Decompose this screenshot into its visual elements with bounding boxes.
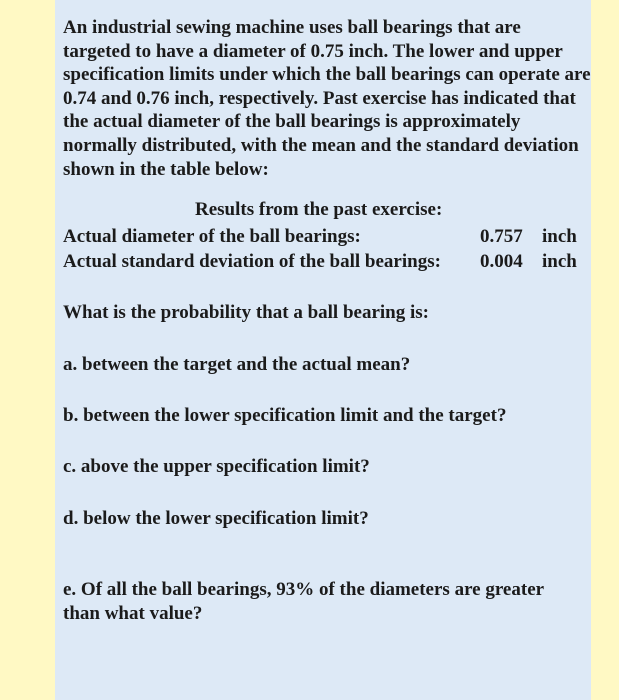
- question-b: b. between the lower specification limit and the target?: [63, 405, 507, 426]
- results-unit-mean: inch: [542, 226, 577, 247]
- results-row-mean: [63, 225, 583, 248]
- results-label-mean: Actual diameter of the ball bearings:: [63, 226, 361, 247]
- results-value-std-dev: 0.004: [480, 251, 523, 272]
- results-unit-std-dev: inch: [542, 251, 577, 272]
- question-c: c. above the upper specification limit?: [63, 456, 370, 477]
- results-heading: Results from the past exercise:: [195, 199, 443, 220]
- results-label-std-dev: Actual standard deviation of the ball bearings:: [63, 251, 441, 272]
- results-row-std-dev: [63, 250, 583, 273]
- problem-statement: An industrial sewing machine uses ball bearings that are targeted to have a diameter of 0.75 inch. The lower and upper specification limits under which the ball bearings can operate are 0.74 and 0.76 inch, respectively. Past exercise has indicated that the actual diameter of the ball bearings is approximately normally distributed, with the mean and the standard deviation shown in the table below:: [63, 17, 591, 180]
- question-e: e. Of all the ball bearings, 93% of the diameters are greater than what value?: [63, 579, 544, 624]
- question-prompt: What is the probability that a ball bearing is:: [63, 302, 429, 323]
- results-value-mean: 0.757: [480, 226, 523, 247]
- question-d: d. below the lower specification limit?: [63, 508, 369, 529]
- question-a: a. between the target and the actual mean?: [63, 354, 411, 375]
